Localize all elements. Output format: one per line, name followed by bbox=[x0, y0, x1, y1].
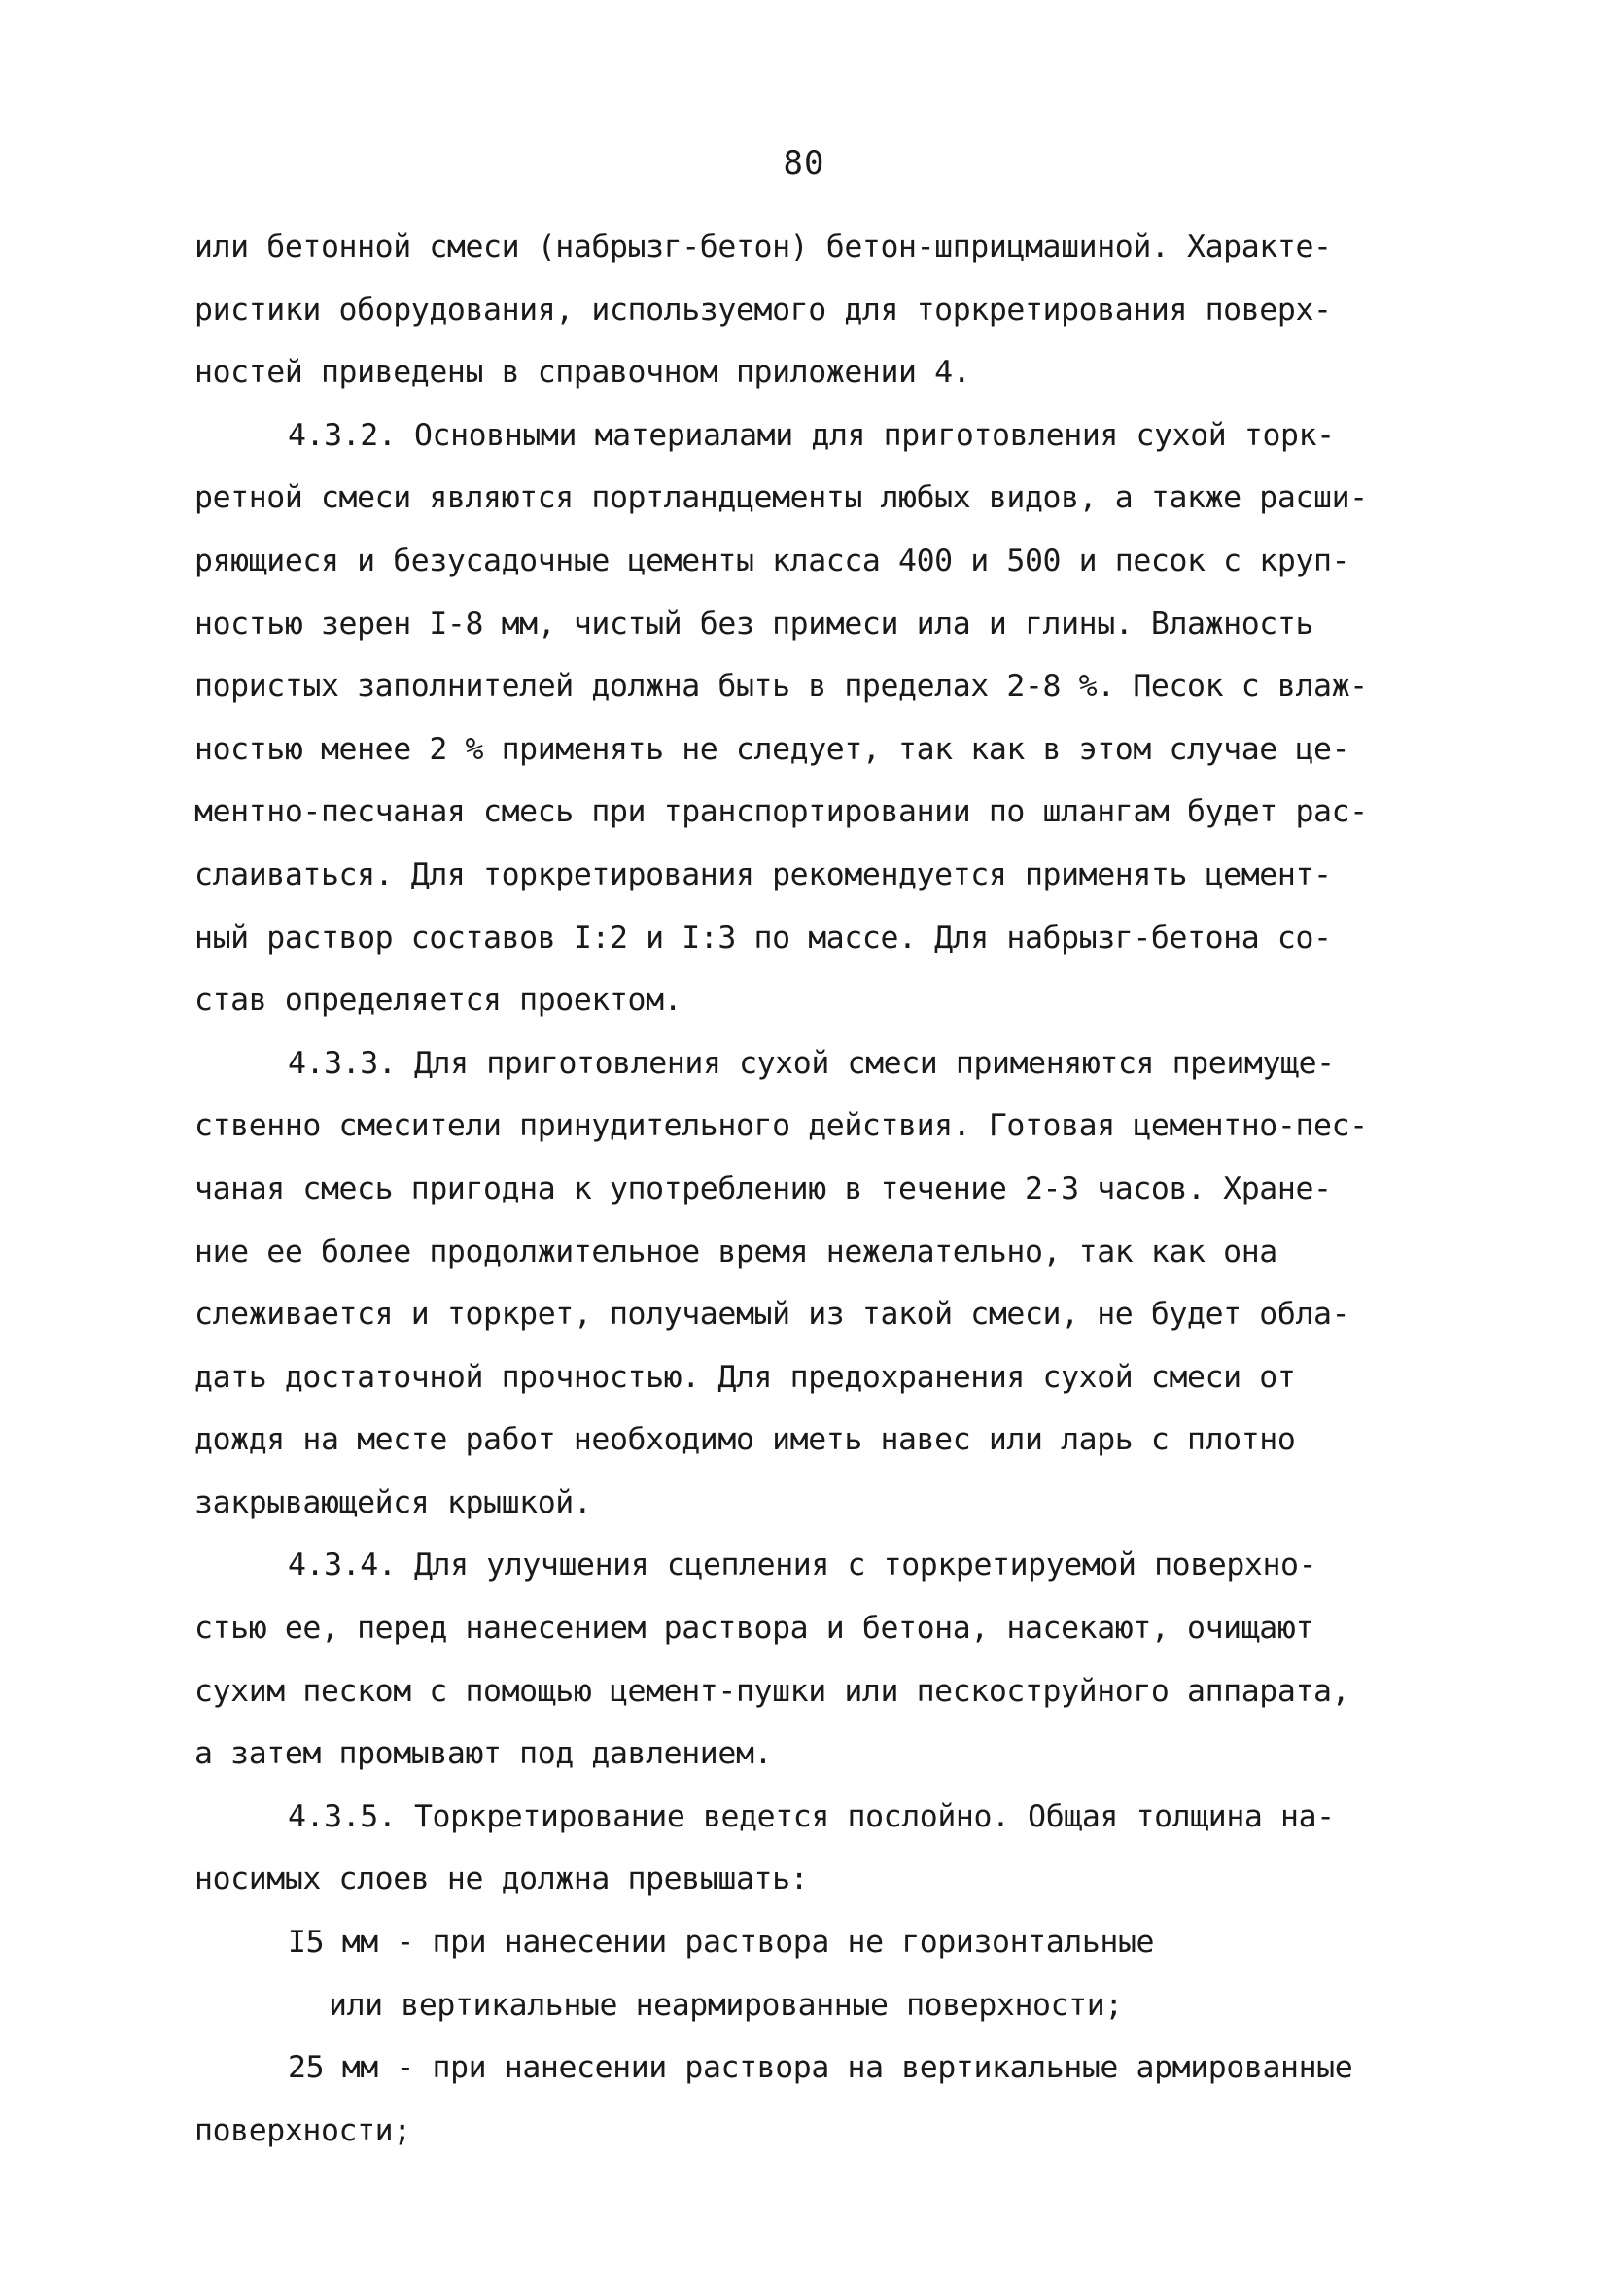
text-line: ный раствор составов I:2 и I:3 по массе. Для набрызг-бетона со- bbox=[194, 920, 1332, 956]
text-line: носимых слоев не должна превышать: bbox=[194, 1861, 809, 1897]
text-line: ристики оборудования, используемого для торкретирования поверх- bbox=[194, 292, 1332, 328]
text-line: сухим песком с помощью цемент-пушки или пескоструйного аппарата, bbox=[194, 1673, 1350, 1709]
text-line: дождя на месте работ необходимо иметь навес или ларь с плотно bbox=[194, 1422, 1296, 1458]
text-line: ностью зерен I-8 мм, чистый без примеси ила и глины. Влажность bbox=[194, 606, 1314, 642]
list-item-25mm: 25 мм - при нанесении раствора на вертикальные армированные bbox=[288, 2050, 1353, 2086]
text-line: дать достаточной прочностью. Для предохранения сухой смеси от bbox=[194, 1359, 1296, 1395]
text-line: ментно-песчаная смесь при транспортировании по шлангам будет рас- bbox=[194, 794, 1368, 830]
text-line: ряющиеся и безусадочные цементы класса 400 и 500 и песок с круп- bbox=[194, 542, 1350, 578]
text-line: став определяется проектом. bbox=[194, 983, 682, 1019]
paragraph-start-4-3-4: 4.3.4. Для улучшения сцепления с торкретируемой поверхно- bbox=[288, 1548, 1317, 1583]
list-item-continuation: или вертикальные неармированные поверхности; bbox=[329, 1987, 1123, 2023]
text-line: ностью менее 2 % применять не следует, так как в этом случае це- bbox=[194, 731, 1350, 767]
text-line: поверхности; bbox=[194, 2112, 411, 2148]
page-number: 80 bbox=[783, 144, 825, 183]
text-line: ние ее более продолжительное время нежелательно, так как она bbox=[194, 1234, 1277, 1270]
paragraph-start-4-3-2: 4.3.2. Основными материалами для приготовления сухой торк- bbox=[288, 417, 1335, 453]
text-line: слаиваться. Для торкретирования рекомендуется применять цемент- bbox=[194, 856, 1332, 892]
text-line: ственно смесители принудительного действия. Готовая цементно-пес- bbox=[194, 1108, 1368, 1144]
text-line: пористых заполнителей должна быть в пределах 2-8 %. Песок с влаж- bbox=[194, 669, 1368, 705]
list-item-15mm: I5 мм - при нанесении раствора не горизонтальные bbox=[288, 1925, 1155, 1961]
paragraph-start-4-3-3: 4.3.3. Для приготовления сухой смеси применяются преимуще- bbox=[288, 1045, 1335, 1081]
text-line: слеживается и торкрет, получаемый из такой смеси, не будет обла- bbox=[194, 1297, 1350, 1333]
text-line: или бетонной смеси (набрызг-бетон) бетон-шприцмашиной. Характе- bbox=[194, 229, 1332, 264]
text-line: стью ее, перед нанесением раствора и бетона, насекают, очищают bbox=[194, 1611, 1314, 1647]
text-line: чаная смесь пригодна к употреблению в течение 2-3 часов. Хране- bbox=[194, 1170, 1332, 1206]
body-text bbox=[194, 216, 1419, 2162]
text-line: а затем промывают под давлением. bbox=[194, 1736, 773, 1772]
text-line: закрывающейся крышкой. bbox=[194, 1484, 592, 1520]
paragraph-start-4-3-5: 4.3.5. Торкретирование ведется послойно. Общая толщина на- bbox=[288, 1798, 1335, 1834]
text-line: ретной смеси являются портландцементы любых видов, а также расши- bbox=[194, 480, 1368, 516]
text-line: ностей приведены в справочном приложении 4. bbox=[194, 355, 971, 391]
